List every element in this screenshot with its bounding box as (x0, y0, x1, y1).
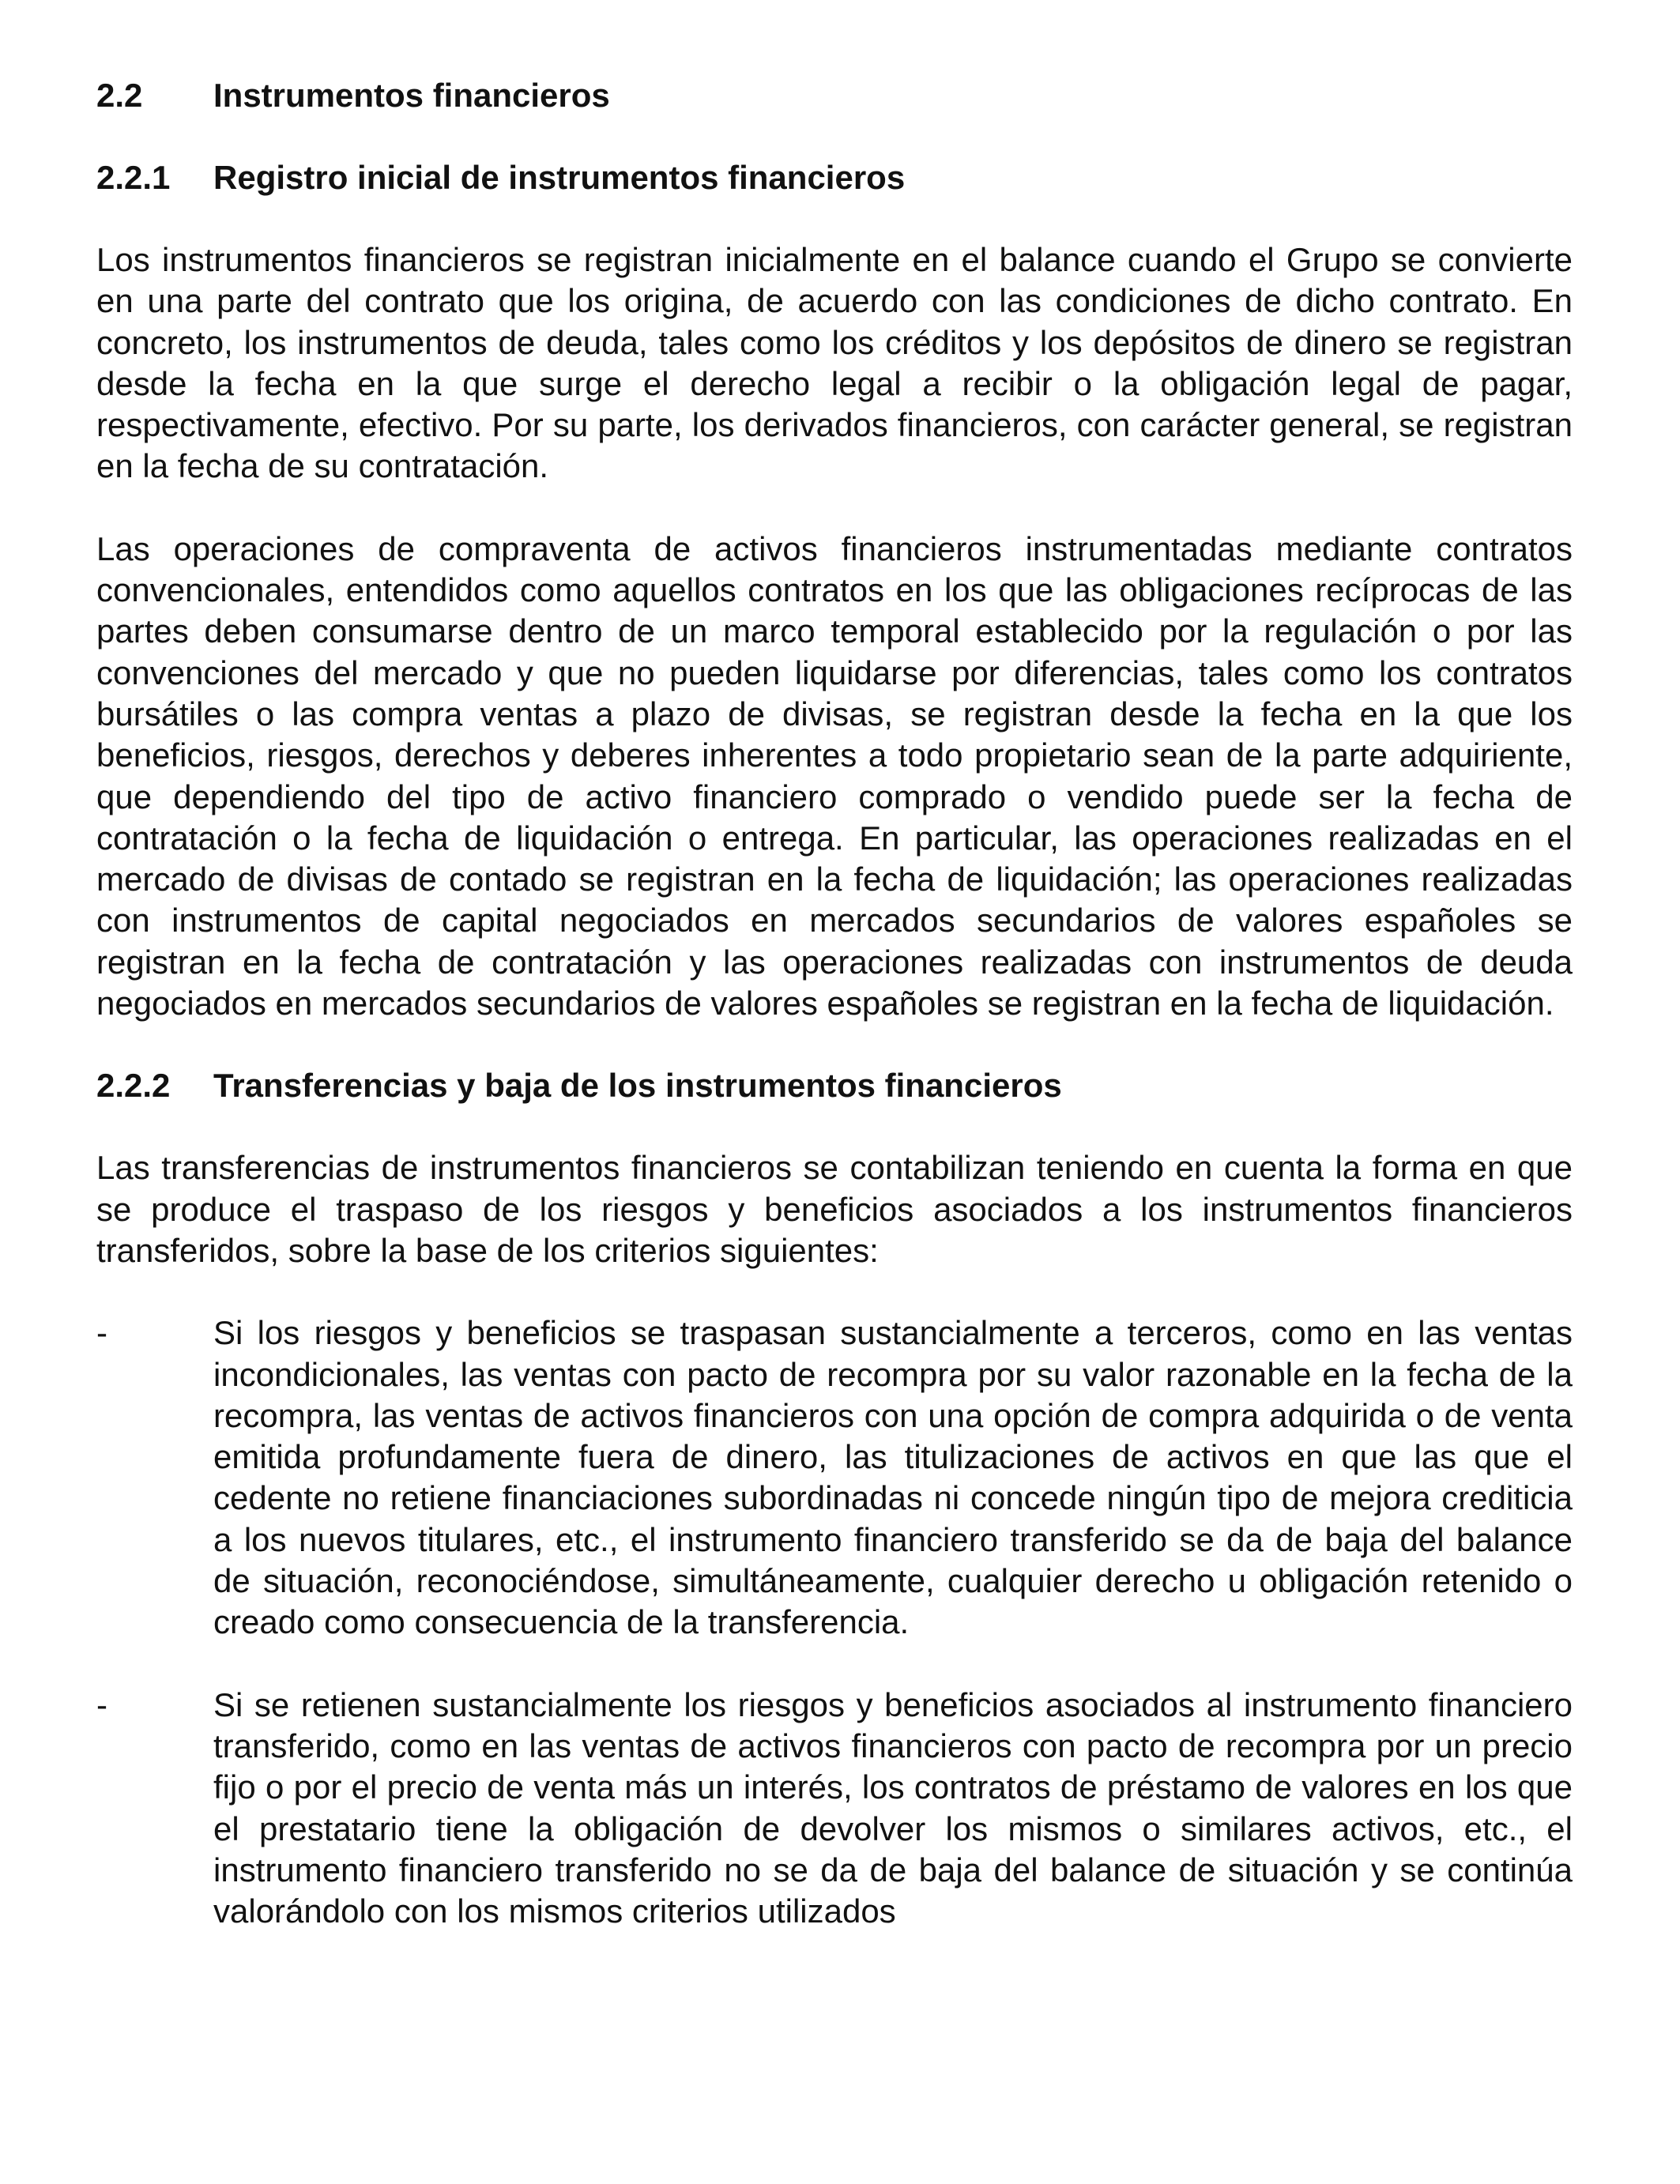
document-page (96, 75, 1573, 1932)
list-marker: - (96, 1314, 107, 1352)
paragraph: Los instrumentos financieros se registran inicialmente en el balance cuando el Grupo se convierte en una parte del contrato que los origina, de acuerdo con las condiciones de dicho contrato. En concreto, los instrumentos de deuda, tales como los créditos y los depósitos de dinero se registran desde la fecha en la que surge el derecho legal a recibir o la obligación legal de pagar, respectivamente, efectivo. Por su parte, los derivados financieros, con carácter general, se registran en la fecha de su contratación. (96, 241, 1573, 485)
list-item-text: Si se retienen sustancialmente los riesgos y beneficios asociados al instrumento financiero transferido, como en las ventas de activos financieros con pacto de recompra por un precio fijo o por el precio de venta más un interés, los contratos de préstamo de valores en los que el prestatario tiene la obligación de devolver los mismos o similares activos, etc., el instrumento financiero transferido no se da de baja del balance de situación y se continúa valorándolo con los mismos criterios utilizados (213, 1685, 1573, 1930)
paragraph: Las operaciones de compraventa de activos financieros instrumentadas mediante contratos convencionales, entendidos como aquellos contratos en los que las obligaciones recíprocas de las partes deben consumarse dentro de un marco temporal establecido por la regulación o por las convenciones del mercado y que no pueden liquidarse por diferencias, tales como los contratos bursátiles o las compra ventas a plazo de divisas, se registran desde la fecha en la que los beneficios, riesgos, derechos y deberes inherentes a todo propietario sean de la parte adquiriente, que dependiendo del tipo de activo financiero comprado o vendido puede ser la fecha de contratación o la fecha de liquidación o entrega. En particular, las operaciones realizadas en el mercado de divisas de contado se registran en la fecha de liquidación; las operaciones realizadas con instrumentos de capital negociados en mercados secundarios de valores españoles se registran en la fecha de contratación y las operaciones realizadas con instrumentos de deuda negociados en mercados secundarios de valores españoles se registran en la fecha de liquidación. (96, 529, 1573, 1022)
section-heading-2-2 (96, 75, 1573, 116)
section-title: Transferencias y baja de los instrumentos financieros (213, 1067, 1062, 1105)
section-number: 2.2 (96, 77, 143, 114)
list-marker: - (96, 1685, 107, 1723)
list-item (96, 1312, 1573, 1643)
section-heading-2-2-2 (96, 1065, 1573, 1106)
list-item (96, 1685, 1573, 1933)
section-heading-2-2-1 (96, 157, 1573, 198)
list-item-text: Si los riesgos y beneficios se traspasan sustancialmente a terceros, como en las ventas incondicionales, las ventas con pacto de recompra por su valor razonable en la fecha de la recompra, las ventas de activos financieros con una opción de compra adquirida o de venta emitida profundamente fuera de dinero, las titulizaciones de activos en que las que el cedente no retiene financiaciones subordinadas ni concede ningún tipo de mejora crediticia a los nuevos titulares, etc., el instrumento financiero transferido se da de baja del balance de situación, reconociéndose, simultáneamente, cualquier derecho u obligación retenido o creado como consecuencia de la transferencia. (213, 1314, 1573, 1641)
section-number: 2.2.2 (96, 1067, 171, 1105)
section-number: 2.2.1 (96, 159, 171, 196)
section-title: Registro inicial de instrumentos financieros (213, 159, 906, 196)
paragraph: Las transferencias de instrumentos financieros se contabilizan teniendo en cuenta la forma en que se produce el traspaso de los riesgos y beneficios asociados a los instrumentos financieros transferidos, sobre la base de los criterios siguientes: (96, 1149, 1573, 1269)
section-title: Instrumentos financieros (213, 77, 610, 114)
